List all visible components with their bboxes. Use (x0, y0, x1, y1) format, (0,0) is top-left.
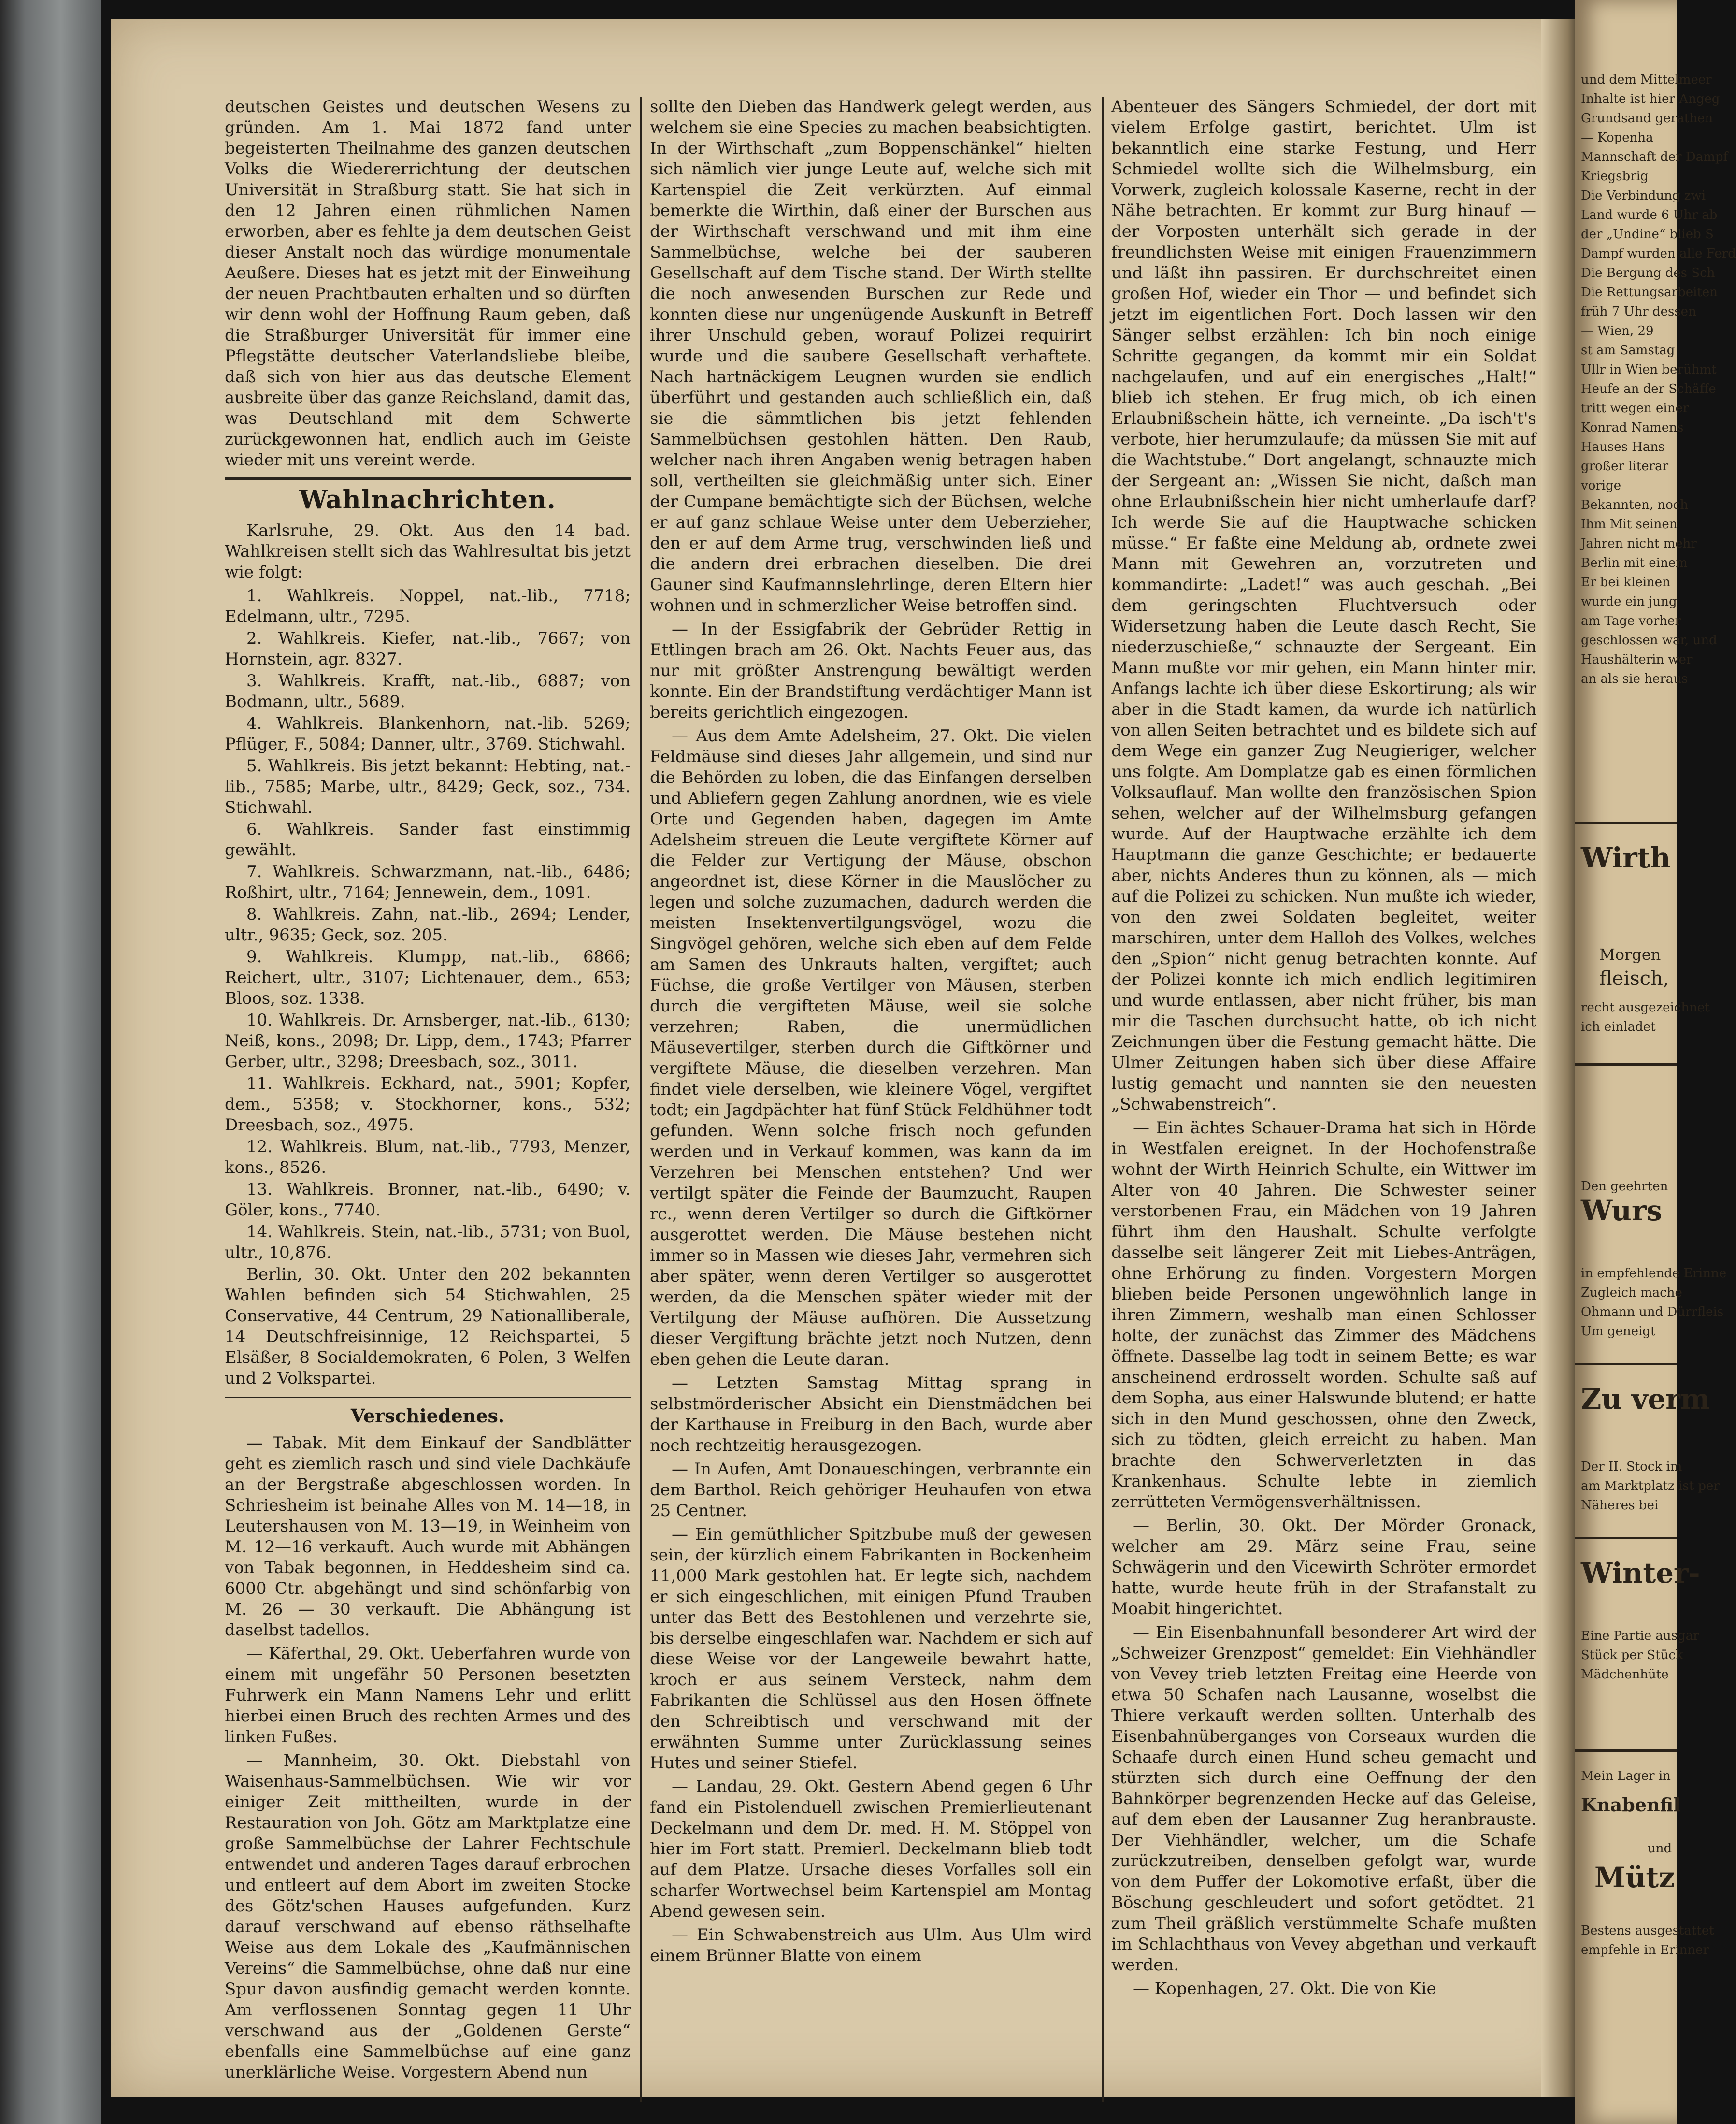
article-eisenbahnunfall: — Ein Eisenbahnunfall besonderer Art wird der „Schweizer Grenzpost“ gemeldet: Ein Viehhändler von Vevey trieb letzten Freitag eine Heerde von etwa 50 Schafen nach Lausanne, woselbst die Thiere verkauft werden sollten. Unterhalb des Eisenbahnüberganges von Corseaux wurden die Schaafe durch einen Hund scheu gemacht und stürzten sich durch eine Oeffnung der den Bahnkörper begrenzenden Hecke auf das Geleise, auf dem eben der Lausanner Zug heranbrauste. Der Viehhändler, welcher, um die Schafe zurückzutreiben, denselben gefolgt war, wurde von dem Puffer der Lokomotive erfaßt, über die Böschung geschleudert und sofort getödtet. 21 zum Theil gräßlich verstümmelte Schafe mußten im Schlachthaus von Vevey abgethan und verkauft werden. (1111, 1623, 1536, 1975)
adjacent-text-line: Haushälterin wer (1581, 652, 1693, 667)
ad-divider (1575, 1537, 1677, 1539)
column-3 (1111, 97, 1536, 2102)
ad-text-line: Der II. Stock im (1581, 1459, 1682, 1474)
ad-divider (1575, 822, 1677, 824)
adjacent-text-line: tritt wegen einer (1581, 401, 1689, 416)
ad-text-line: Den geehrten (1581, 1179, 1668, 1194)
article-aufen: — In Aufen, Amt Donaueschingen, verbrannte ein dem Barthol. Reich gehöriger Heuhaufen von etwa 25 Centner. (650, 1459, 1092, 1520)
wahl-item: 5. Wahlkreis. Bis jetzt bekannt: Hebting, nat.-lib., 7585; Marbe, ultr., 8429; Geck, soz., 734. Stichwahl. (225, 756, 631, 817)
adjacent-text-line: am Tage vorher (1581, 614, 1681, 628)
adjacent-text-line: Er bei kleinen (1581, 575, 1670, 590)
wahl-item: 9. Wahlkreis. Klumpp, nat.-lib., 6866; Reichert, ultr., 3107; Lichtenauer, dem., 653; Bloos, soz. 1338. (225, 947, 631, 1008)
wahl-item: 7. Wahlkreis. Schwarzmann, nat.-lib., 6486; Roßhirt, ultr., 7164; Jennewein, dem., 1091. (225, 862, 631, 902)
adjacent-text-line: früh 7 Uhr dessen (1581, 304, 1696, 319)
ad-text-line: Stück per Stück (1581, 1648, 1683, 1662)
wahl-intro: Karlsruhe, 29. Okt. Aus den 14 bad. Wahlkreisen stellt sich das Wahlresultat bis jetzt wie folgt: (225, 521, 631, 582)
adjacent-text-line: Inhalte ist hier Angeg (1581, 92, 1720, 106)
wahl-item: 6. Wahlkreis. Sander fast einstimmig gewählt. (225, 820, 631, 860)
article-mannheim: — Mannheim, 30. Okt. Diebstahl von Waisenhaus-Sammelbüchsen. Wie wir vor einiger Zeit mittheilten, wurde in der Restauration von Joh. Götz am Marktplatze eine große Sammelbüchse der Lahrer Fechtschule entwendet und anderen Tages darauf erbrochen und entleert auf dem Abort im zweiten Stocke des Götz'schen Hauses aufgefunden. Kurz darauf verschwand auf ebenso räthselhafte Weise aus dem Lokale des „Kaufmännischen Vereins“ die Sammelbüchse, ohne daß nur eine Spur davon ausfindig gemacht werden konnte. Am verflossenen Sonntag gegen 11 Uhr verschwand aus der „Goldenen Gerste“ ebenfalls eine Sammelbüchse auf eine ganz unerklärliche Weise. Vorgestern Abend nun (225, 1751, 631, 2082)
adjacent-text-line: der „Undine“ blieb S (1581, 227, 1714, 242)
article-ettlingen: — In der Essigfabrik der Gebrüder Rettig in Ettlingen brach am 26. Okt. Nachts Feuer aus, das nur mit größter Anstrengung bewältigt werden konnte. Ein der Brandstiftung verdächtiger Mann ist bereits gerichtlich eingezogen. (650, 620, 1092, 722)
ad-text-line: fleisch, (1599, 968, 1669, 990)
article-schwabenstreich: — Ein Schwabenstreich aus Ulm. Aus Ulm wird einem Brünner Blatte von einem (650, 1925, 1092, 1965)
wahl-item: 12. Wahlkreis. Blum, nat.-lib., 7793, Menzer, kons., 8526. (225, 1137, 631, 1177)
ad-text-line: Ohmann und Dürrfleis (1581, 1305, 1724, 1319)
column-1 (225, 97, 631, 2102)
wahl-item: 14. Wahlkreis. Stein, nat.-lib., 5731; von Buol, ultr., 10,876. (225, 1222, 631, 1262)
heading-wahlnachrichten: Wahlnachrichten. (299, 485, 556, 515)
ad-text-line: Morgen (1599, 945, 1661, 964)
ad-text-line: Näheres bei (1581, 1498, 1659, 1513)
adjacent-text-line: Die Bergung des Sch (1581, 266, 1715, 280)
adjacent-text-line: Konrad Namens (1581, 420, 1684, 435)
ad-divider (1575, 1749, 1677, 1752)
article-tabak: — Tabak. Mit dem Einkauf der Sandblätter geht es ziemlich rasch und sind viele Dachkäufe an der Bergstraße abgeschlossen worden. In Schriesheim ist beinahe Alles von M. 14—18, in Leutershausen von M. 13—19, in Weinheim von M. 12—16 verkauft. Auch wurde mit Abhängen von Tabak begonnen, in Heddesheim sind ca. 6000 Ctr. abgehängt und sind schönfarbig von M. 26 — 30 verkauft. Die Abhängung ist daselbst tadellos. (225, 1433, 631, 1640)
article-adelsheim: — Aus dem Amte Adelsheim, 27. Okt. Die vielen Feldmäuse sind dieses Jahr allgemein, und sind nur die Behörden zu loben, die das Einfangen derselben und Abliefern gegen Zahlung anordnen, wie es viele Orte und Gegenden haben, dagegen im Amte Adelsheim streuen die Leute vergiftete Körner auf die Felder zur Vertigung der Mäuse, obschon angeordnet ist, diese Körner in die Mauslöcher zu legen und solche zuzumachen, dadurch werden die meisten Insektenvertilgungsvögel, wozu die Singvögel gehören, welche sich eben auf dem Felde am Samen des Unkrauts halten, vergiftet; auch Füchse, die große Vertilger von Mäusen, sterben durch die vergifteten Mäuse, weil sie solche verzehren; Raben, die unermüdlichen Mäusevertilger, sterben durch die Giftkörner und vergiftete Mäuse, die dieselben verzehren. Man findet viele derselben, wie kleinere Vögel, vergiftet todt; ein Jagdpächter hat fünf Stück Feldhühner todt gefunden. Wenn solche frisch noch gefunden werden und in Verkauf kommen, was kann da im Verzehren bei Menschen entstehen? Und wer vertilgt später die Feinde der Baumzucht, Raupen rc., wenn deren Vertilger so durch die Giftkörner ausgerottet werden. Die Mäuse bestehen nicht immer so in Massen wie dieses Jahr, vermehren sich aber später, wenn deren Vertilger so ausgerottet werden, da die Menschen später wieder mit der Vertilgung der Mäuse aufhören. Die Aussetzung dieser Vergiftung brächte jetzt noch Nutzen, denn eben gehen die Leute daran. (650, 726, 1092, 1369)
adjacent-text-line: Heufe an der Schäffe (1581, 382, 1716, 396)
ad-text-line: Eine Partie ausgar (1581, 1629, 1699, 1643)
wahl-item: 8. Wahlkreis. Zahn, nat.-lib., 2694; Lender, ultr., 9635; Geck, soz. 205. (225, 905, 631, 945)
ad-title-knaben: Knabenfil (1581, 1794, 1680, 1816)
adjacent-text-line: Bekannten, noch (1581, 498, 1689, 512)
article-freiburg: — Letzten Samstag Mittag sprang in selbstmörderischer Absicht ein Dienstmädchen bei der Karthause in Freiburg in den Bach, wurde aber noch rechtzeitig herausgezogen. (650, 1373, 1092, 1455)
article-kopenhagen: — Kopenhagen, 27. Okt. Die von Kie (1133, 1979, 1436, 1998)
adjacent-text-line: großer literar (1581, 459, 1668, 474)
adjacent-text-line: Land wurde 6 Uhr ab (1581, 208, 1718, 222)
article-kaeferthal: — Käferthal, 29. Okt. Ueberfahren wurde von einem mit ungefähr 50 Personen besetzten Fuhrwerk ein Mann Namens Lehr und erlitt hierbei einen Bruch des rechten Armes und des linken Fußes. (225, 1644, 631, 1747)
adjacent-text-line: Mannschaft der Dampf (1581, 150, 1728, 164)
article-spitzbube: — Ein gemüthlicher Spitzbube muß der gewesen sein, der kürzlich einem Fabrikanten in Bockenheim 11,000 Mark gestohlen hat. Er legte sich, nachdem er sich eingeschlichen, mit einigen Pfund Trauben unter das Bett des Bestohlenen und verzehrte sie, bis derselbe eingeschlafen war. Nachdem er sich auf diese Weise vor der Langeweile bewahrt hatte, kroch er aus seinem Versteck, nahm dem Fabrikanten die Schlüssel aus den Hosen öffnete den Schreibtisch und verschwand mit der erwähnten Summe unter Zurücklassung seines Hutes und seiner Stiefel. (650, 1525, 1092, 1773)
adjacent-text-line: vorige (1581, 478, 1621, 493)
ad-text-line: Bestens ausgestattet (1581, 1923, 1714, 1938)
ad-title-muetzen: Mütz (1594, 1861, 1675, 1894)
article-berlin-gronack: — Berlin, 30. Okt. Der Mörder Gronack, welcher am 29. März seine Frau, seine Schwägerin und den Vicewirth Schröter ermordet hatte, wurde heute früh in der Strafanstalt zu Moabit hingerichtet. (1111, 1516, 1536, 1618)
wahl-item: 11. Wahlkreis. Eckhard, nat., 5901; Kopfer, dem., 5358; v. Stockhorner, kons., 532; Dreesbach, soz., 4975. (225, 1074, 631, 1135)
adjacent-text-line: Die Rettungsarbeiten (1581, 285, 1718, 300)
ad-text-line: Zugleich mache (1581, 1286, 1682, 1300)
adjacent-text-line: an als sie heraus (1581, 672, 1688, 686)
adjacent-text-line: und dem Mittelmeer (1581, 72, 1712, 87)
ad-text-line: in empfehlende Erinne (1581, 1266, 1727, 1281)
adjacent-text-line: geschlossen war, und (1581, 633, 1717, 648)
ad-text-line: Mädchenhüte (1581, 1667, 1669, 1682)
adjacent-text-line: Kriegsbrig (1581, 169, 1649, 184)
article-universitaet-ending: deutschen Geistes und deutschen Wesens zu gründen. Am 1. Mai 1872 fand unter begeisterten Theilnahme des ganzen deutschen Volks die Wiedererrichtung der deutschen Universität in Straßburg statt. Sie hat sich in den 12 Jahren einen rühmlichen Namen erworben, aber es fehlte ja dem deutschen Geist dieser Anstalt noch das würdige monumentale Aeußere. Dieses hat es jetzt mit der Einweihung der neuen Prachtbauten erhalten und so dürften wir denn wohl der Hoffnung Raum geben, daß die Straßburger Universität für immer eine Pflegstätte deutscher Vaterlandsliebe bleibe, daß sich von hier aus das deutsche Element ausbreite über das ganze Reichsland, damit das, was Deutschland mit dem Schwerte zurückgewonnen hat, endlich auch im Geiste wieder mit uns vereint werde. (225, 97, 631, 470)
ad-title-wurst: Wurs (1581, 1194, 1663, 1227)
adjacent-text-line: Hauses Hans (1581, 440, 1665, 454)
ad-text-line: und (1648, 1841, 1672, 1856)
adjacent-text-line: st am Samstag (1581, 343, 1675, 358)
adjacent-text-line: Die Verbindung zwi (1581, 188, 1706, 203)
adjacent-text-line: — Wien, 29 (1581, 324, 1654, 338)
adjacent-text-line: Jahren nicht mehr (1581, 536, 1697, 551)
book-binding-edge (0, 0, 101, 2124)
article-landau: — Landau, 29. Okt. Gestern Abend gegen 6 Uhr fand ein Pistolenduell zwischen Premierlieutenant Deckelmann und dem Dr. med. H. M. Stöppel von hier im Fort statt. Premierl. Deckelmann blieb todt auf dem Platze. Ursache dieses Vorfalles soll ein scharfer Wortwechsel beim Kartenspiel am Montag Abend gewesen sein. (650, 1777, 1092, 1921)
column-rule-2 (1102, 97, 1104, 2102)
adjacent-text-line: wurde ein jung (1581, 594, 1677, 609)
adjacent-text-line: Berlin mit einem (1581, 556, 1688, 570)
article-schwabenstreich-cont: Abenteuer des Sängers Schmiedel, der dort mit vielem Erfolge gastirt, berichtet. Ulm ist bekanntlich eine starke Festung, und Herr Schmiedel wollte sich die Wilhelmsburg, ein Vorwerk, zugleich kolossale Kaserne, recht in der Nähe betrachten. Er kommt zur Burg hinauf — der Vorposten unterhält sich gerade in der freundlichsten Weise mit einigen Frauenzimmern und läßt ihn passiren. Er durchschreitet einen großen Hof, wieder ein Thor — und befindet sich jetzt im eigentlichen Fort. Doch lassen wir den Sänger selbst erzählen: Ich bin noch einige Schritte gegangen, da kommt mir ein Soldat nachgelaufen, und auf ein energisches „Halt!“ blieb ich stehen. Er frug mich, ob ich einen Erlaubnißschein hätte, ich verneinte. „Da isch't's verbote, hier herumzulaufe; da müssen Sie mit auf die Wachtstube.“ Dort angelangt, schnauzte mich der Sergeant an: „Wissen Sie nicht, daßch man ohne Erlaubnißschein hier nicht umherlaufe darf? Ich werde Sie auf die Hauptwache schicken müsse.“ Er faßte eine Meldung ab, ordnete zwei Mann mit Gewehren an, vorzutreten und kommandirte: „Ladet!“ was auch geschah. „Bei dem geringschten Fluchtversuch oder Widersetzung haben die Leute dasch Recht, Sie niederzuschieße,“ schnauzte der Sergeant. Ein Mann mußte vor mir gehen, ein Mann hinter mir. Anfangs lachte ich über diese Eskortirung; als wir aber in die Stadt kamen, da wurde ich natürlich von allen Seiten betrachtet und es bildete sich auf dem Wege ein ganzer Zug Neugieriger, welcher uns folgte. Am Domplatze gab es einen förmlichen Volksauflauf. Man wollte den französischen Spion sehen, welcher auf der Wilhelmsburg gefangen wurde. Auf der Hauptwache erzählte ich dem Hauptmann die ganze Geschichte; er bedauerte aber, nichts Anderes thun zu können, als — mich auf die Polizei zu schicken. Nun mußte ich wieder, von den zwei Soldaten begleitet, weiter marschiren, unter dem Halloh des Volkes, welches den „Spion“ nicht genug betrachten konnte. Auf der Polizei konnte ich mich endlich legitimiren und wurde entlassen, aber nicht früher, bis man mir die Taschen durchsucht hatte, ob ich nicht Zeichnungen über die Festung gemacht hätte. Die Ulmer Zeitungen haben sich über diese Affaire lustig gemacht und nannten sie den neuesten „Schwabenstreich“. (1111, 97, 1536, 1114)
adjacent-text-line: Dampf wurden alle Ferd (1581, 246, 1736, 261)
ad-divider (1575, 1363, 1677, 1365)
ad-title-zu-vermieten: Zu verm (1581, 1383, 1710, 1416)
ad-text-line: Um geneigt (1581, 1324, 1656, 1339)
wahl-item: 2. Wahlkreis. Kiefer, nat.-lib., 7667; von Hornstein, agr. 8327. (225, 629, 631, 669)
ad-text-line: empfehle in Erinner (1581, 1943, 1709, 1957)
wahl-item: 4. Wahlkreis. Blankenhorn, nat.-lib. 5269; Pflüger, F., 5084; Danner, ultr., 3769. Stichwahl. (225, 714, 631, 754)
article-mannheim-cont: sollte den Dieben das Handwerk gelegt werden, aus welchem sie eine Species zu machen beabsichtigten. In der Wirthschaft „zum Boppenschänkel“ hielten sich nämlich vier junge Leute auf, welche sich mit Kartenspiel die Zeit verkürzten. Auf einmal bemerkte die Wirthin, daß einer der Burschen aus der Wirthschaft verschwand und mit ihm eine Sammelbüchse, welche bei der sauberen Gesellschaft auf dem Tische stand. Der Wirth stellte die noch anwesenden Burschen zur Rede und konnten diese nur ungenügende Auskunft in Betreff ihrer Unschuld geben, worauf Polizei requirirt wurde und die saubere Gesellschaft verhaftete. Nach hartnäckigem Leugnen wurden sie endlich überführt und gestanden auch schließlich ein, daß sie die sämmtlichen bis jetzt fehlenden Sammelbüchsen gestohlen hätten. Den Raub, welcher nach ihren Angaben wenig betragen haben soll, vertheilten sie gleichmäßig unter sich. Einer der Cumpane bemächtigte sich der Büchsen, welche er auf ganz schlaue Weise unter dem Ueberzieher, den er auf dem Arme trug, verschwinden ließ und die andern drei erbrachen dieselben. Die drei Gauner sind Kaufmannslehrlinge, deren Eltern hier wohnen und in schmerzlicher Weise betroffen sind. (650, 97, 1092, 615)
adjacent-text-line: Grundsand gerathen (1581, 111, 1713, 126)
wahl-item: 1. Wahlkreis. Noppel, nat.-lib., 7718; Edelmann, ultr., 7295. (225, 586, 631, 626)
adjacent-text-line: — Kopenha (1581, 130, 1653, 145)
column-2 (650, 97, 1092, 2102)
wahl-item: 3. Wahlkreis. Krafft, nat.-lib., 6887; von Bodmann, ultr., 5689. (225, 671, 631, 711)
article-hoerde: — Ein ächtes Schauer-Drama hat sich in Hörde in Westfalen ereignet. In der Hochofenstraße wohnt der Wirth Heinrich Schulte, ein Wittwer im Alter von 40 Jahren. Die Schwester seiner verstorbenen Frau, ein Mädchen von 19 Jahren führt ihm den Haushalt. Schulte verfolgte dasselbe seit längerer Zeit mit Liebes-Anträgen, ohne Erhörung zu finden. Vorgestern Morgen blieben beide Personen ungewöhnlich lange in ihren Zimmern, weshalb man einen Schlosser holte, der zunächst das Zimmer des Mädchens öffnete. Dasselbe lag todt in seinem Bette; es war anscheinend erdrosselt worden. Schulte saß auf dem Sopha, aus einer Halswunde blutend; er hatte sich in den Mund geschossen, ohne den Zweck, sich zu tödten, gleich erreicht zu haben. Man brachte den Schwerverletzten in das Krankenhaus. Schulte lebte in ziemlich zerrütteten Vermögensverhältnissen. (1111, 1118, 1536, 1512)
section-divider (225, 1397, 631, 1398)
ad-divider (1575, 1063, 1677, 1066)
section-divider (225, 477, 631, 480)
adjacent-page-strip (1575, 0, 1736, 2124)
ad-title-wirth: Wirth (1581, 841, 1671, 874)
adjacent-text-line: Ihm Mit seinen (1581, 517, 1678, 532)
ad-title-winter: Winter- (1581, 1557, 1700, 1589)
ad-text-line: Mein Lager in (1581, 1769, 1671, 1783)
wahl-item: 13. Wahlkreis. Bronner, nat.-lib., 6490; v. Göler, kons., 7740. (225, 1180, 631, 1220)
adjacent-text-line: Ullr in Wien berühmt (1581, 362, 1717, 377)
ad-text-line: am Marktplatz ist per (1581, 1479, 1720, 1493)
heading-verschiedenes: Verschiedenes. (350, 1405, 505, 1427)
column-rule-1 (640, 97, 642, 2102)
wahl-berlin: Berlin, 30. Okt. Unter den 202 bekannten Wahlen befinden sich 54 Stichwahlen, 25 Conservative, 44 Centrum, 29 Nationalliberale, 14 Deutschfreisinnige, 12 Reichspartei, 5 Elsäßer, 8 Socialdemokraten, 6 Polen, 3 Welfen und 2 Volkspartei. (225, 1265, 631, 1388)
wahl-item: 10. Wahlkreis. Dr. Arnsberger, nat.-lib., 6130; Neiß, kons., 2098; Dr. Lipp, dem., 1743; Pfarrer Gerber, ultr., 3298; Dreesbach, soz., 3011. (225, 1011, 631, 1071)
ad-text-line: recht ausgezeichnet (1581, 1000, 1710, 1015)
ad-text-line: ich einladet (1581, 1020, 1656, 1034)
